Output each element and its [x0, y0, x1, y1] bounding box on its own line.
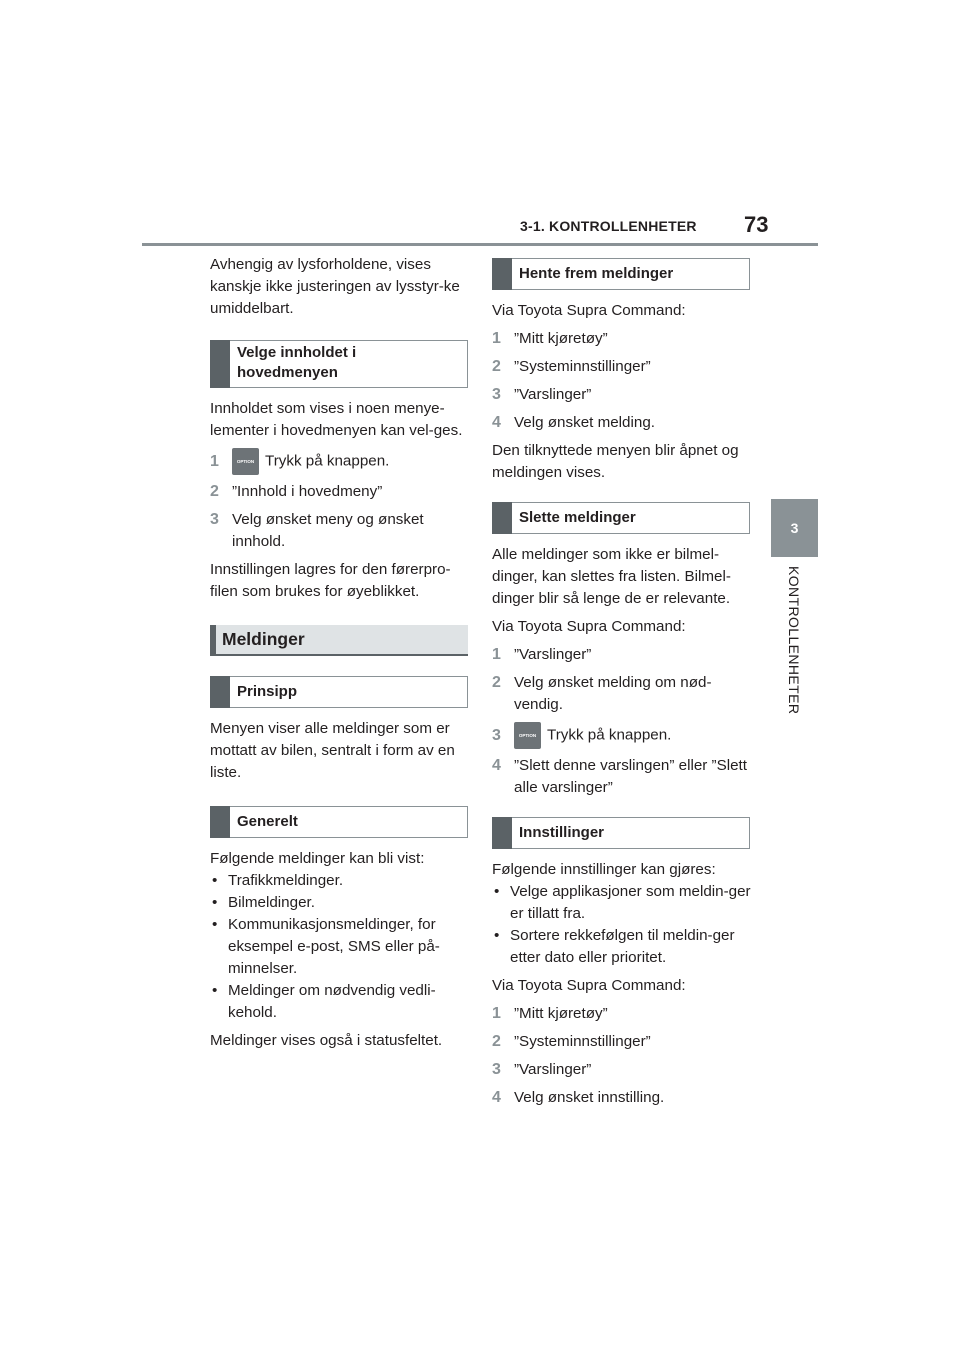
step-text: ”Mitt kjøretøy” [514, 1005, 608, 1022]
bullet-item: • Sortere rekkefølgen til meldin-ger etter dato eller prioritet. [492, 925, 754, 969]
step-number: 2 [210, 483, 219, 500]
paragraph: Menyen viser alle meldinger som er mottatt av bilen, sentralt i form av en liste. [210, 720, 455, 781]
step-text [514, 722, 754, 749]
step-item [210, 448, 472, 475]
step-text: ”Innhold i hovedmeny” [232, 483, 383, 500]
step-text: ”Varslinger” [514, 386, 592, 403]
heading-text: Generelt [237, 813, 298, 830]
step-number: 3 [492, 726, 501, 744]
step-number: 4 [492, 1089, 501, 1106]
bullet-item: • Velge applikasjoner som meldin-ger er tillatt fra. [492, 881, 754, 925]
bullet-item: • Trafikkmeldinger. [210, 870, 472, 892]
step-number: 2 [492, 1033, 501, 1050]
step-number: 3 [210, 511, 219, 528]
step-text: ”Varslinger” [514, 1061, 592, 1078]
option-button-icon: OPTION [232, 448, 259, 475]
header-divider [142, 243, 818, 246]
step-text: Velg ønsket melding. [514, 414, 655, 431]
right-column [492, 258, 754, 1115]
step-text: Velg ønsket innstilling. [514, 1089, 665, 1106]
step-item [210, 481, 472, 503]
step-item [492, 328, 754, 350]
step-number: 4 [492, 757, 501, 774]
option-button-icon: OPTION [514, 722, 541, 749]
heading-box-principle [210, 676, 468, 708]
heading-text: Slette meldinger [519, 509, 636, 526]
step-item [492, 1087, 754, 1109]
paragraph: Den tilknyttede menyen blir åpnet og meldingen vises. [492, 442, 739, 481]
step-text: ”Slett denne varslingen” eller ”Slett alle varslinger” [514, 757, 747, 796]
paragraph: Innstillingen lagres for den førerpro-filen som brukes for øyeblikket. [210, 561, 451, 600]
step-number: 1 [492, 1005, 501, 1022]
step-text-label: Trykk på knappen. [265, 452, 390, 470]
heading-text: Velge innholdet i hovedmenyen [237, 344, 357, 381]
paragraph: Via Toyota Supra Command: [492, 618, 686, 635]
step-number: 2 [492, 358, 501, 375]
step-number: 3 [492, 1061, 501, 1078]
section-title: 3-1. KONTROLLENHETER [520, 218, 697, 234]
heading-text: Meldinger [222, 629, 305, 649]
step-item [492, 356, 754, 378]
paragraph: Via Toyota Supra Command: [492, 302, 686, 319]
step-text-label: Trykk på knappen. [547, 726, 672, 744]
heading-text: Innstillinger [519, 824, 605, 841]
step-item [492, 1059, 754, 1081]
chapter-label: KONTROLLENHETER [786, 566, 802, 715]
left-column [210, 254, 472, 1058]
intro-paragraph: Avhengig av lysforholdene, vises kanskje ikke justeringen av lysstyr-ke umiddelbart. [210, 256, 460, 317]
step-text [232, 448, 472, 475]
step-text: ”Varslinger” [514, 646, 592, 663]
step-number: 1 [492, 646, 501, 663]
page-number: 73 [744, 212, 769, 237]
bullet-item: • Kommunikasjonsmeldinger, for eksempel e-post, SMS eller på-minnelser. [210, 914, 472, 980]
step-text: ”Mitt kjøretøy” [514, 330, 608, 347]
step-list [210, 448, 472, 553]
paragraph: Alle meldinger som ikke er bilmel-dinger, kan slettes fra listen. Bilmel-dinger blir så lenge de er relevante. [492, 546, 731, 607]
step-text: Velg ønsket meny og ønsket innhold. [232, 511, 424, 550]
step-list [492, 328, 754, 434]
step-number: 1 [210, 452, 219, 470]
heading-box-settings [492, 817, 750, 849]
step-text: ”Systeminnstillinger” [514, 1033, 651, 1050]
heading-text: Hente frem meldinger [519, 265, 674, 282]
step-item [492, 384, 754, 406]
bullet-item: • Meldinger om nødvendig vedli-kehold. [210, 980, 472, 1024]
heading-box-delete [492, 502, 750, 534]
heading-box-retrieve [492, 258, 750, 290]
bullet-list [210, 870, 472, 1024]
step-item [492, 1003, 754, 1025]
step-text: Velg ønsket melding om nød-vendig. [514, 674, 712, 713]
step-number: 2 [492, 674, 501, 691]
step-list [492, 644, 754, 799]
chapter-tab: 3 [771, 499, 818, 557]
paragraph: Innholdet som vises i noen menye-lementer i hovedmenyen kan vel-ges. [210, 400, 463, 439]
step-number: 3 [492, 386, 501, 403]
heading-box-main-menu [210, 340, 468, 388]
step-text: ”Systeminnstillinger” [514, 358, 651, 375]
step-list [492, 1003, 754, 1109]
paragraph: Meldinger vises også i statusfeltet. [210, 1032, 443, 1049]
paragraph: Følgende innstillinger kan gjøres: [492, 861, 716, 878]
paragraph: Følgende meldinger kan bli vist: [210, 850, 425, 867]
bullet-list [492, 881, 754, 969]
step-number: 1 [492, 330, 501, 347]
heading-text: Prinsipp [237, 683, 298, 700]
step-item [492, 1031, 754, 1053]
step-item [492, 412, 754, 434]
step-number: 4 [492, 414, 501, 431]
bullet-item: • Bilmeldinger. [210, 892, 472, 914]
step-item [210, 509, 472, 553]
step-item [492, 644, 754, 666]
step-item [492, 722, 754, 749]
chapter-heading-box [210, 625, 468, 656]
paragraph: Via Toyota Supra Command: [492, 977, 686, 994]
step-item [492, 672, 754, 716]
step-item [492, 755, 754, 799]
heading-box-general [210, 806, 468, 838]
